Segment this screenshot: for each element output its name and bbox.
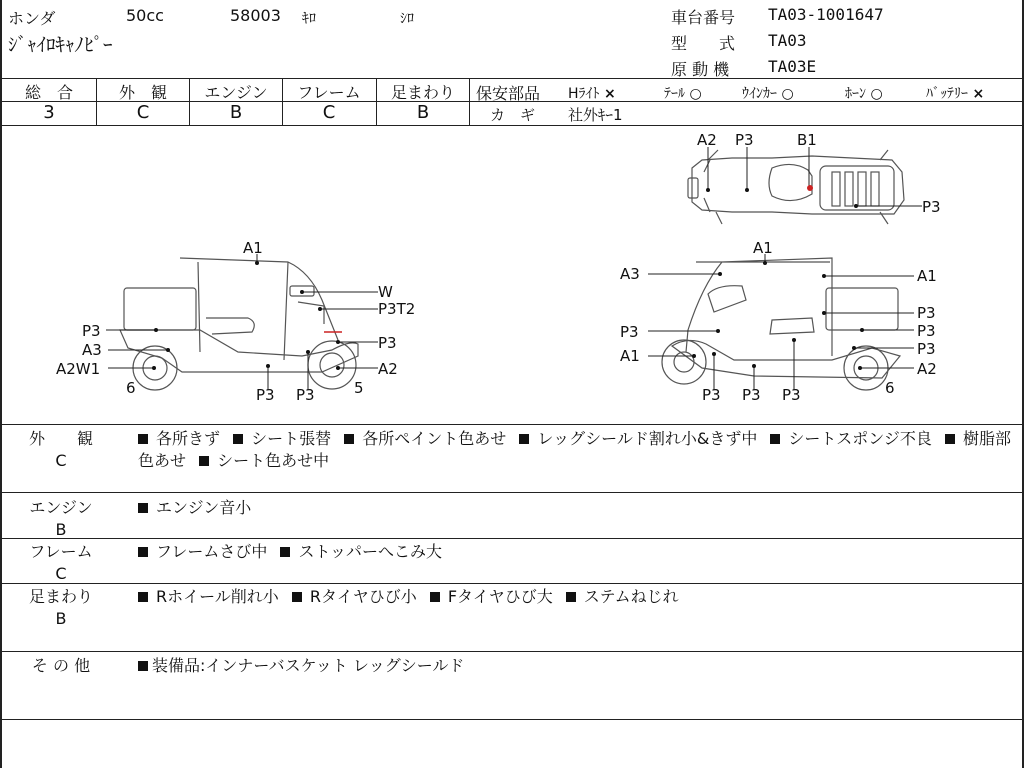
model-name: ｼﾞｬｲﾛｷｬﾉﾋﾟｰ (8, 34, 113, 56)
label-left-six: 6 (126, 379, 136, 397)
divider (2, 492, 1024, 493)
label-top-p3-right: P3 (922, 198, 941, 216)
remark-text-frame: フレームさび中 ストッパーへこみ大 (138, 541, 450, 563)
label-top-p3: P3 (735, 131, 754, 149)
label-top-a2: A2 (697, 131, 717, 149)
label-right-a3: A3 (620, 265, 640, 283)
remark-text-other: 装備品:インナーバスケット レッグシールド (138, 655, 472, 677)
label-left-five: 5 (354, 379, 364, 397)
safety-item: Hﾗｲﾄ × (568, 86, 616, 102)
remark-text-suspension: Rホイール削れ小 Rタイヤひび小 Fタイヤひび大 ステムねじれ (138, 586, 687, 608)
grade-value-engine: B (229, 102, 243, 123)
leader-lines (106, 147, 922, 390)
label-left-a2: A2 (378, 360, 398, 378)
label-right-p3-left: P3 (620, 323, 639, 341)
remark-label-exterior: 外 観 C (28, 429, 93, 470)
safety-item: ﾊﾞｯﾃﾘｰ × (926, 86, 985, 102)
engine-model-value: TA03E (768, 57, 817, 76)
label-left-p3-seat: P3 (82, 322, 101, 340)
label-right-a1-top: A1 (753, 239, 773, 257)
grade-label-exterior: 外 観 (118, 83, 167, 102)
label-left-p3-bottom2: P3 (296, 386, 315, 404)
mileage-unit: ｷﾛ (302, 11, 316, 27)
grade-label-engine: エンジン (204, 83, 268, 102)
divider (2, 538, 1024, 539)
chassis-label: 車台番号 (671, 8, 736, 27)
grade-value-overall: 3 (43, 102, 55, 123)
label-left-w: W (378, 283, 393, 301)
remark-text-exterior: 各所きず シート張替 各所ペイント色あせ レッグシールド割れ小&きず中 シートスポンジ不良 樹脂部色あせ シート色あせ中 (138, 429, 1011, 470)
label-right-p3-2: P3 (917, 322, 936, 340)
label-right-p3-b3: P3 (782, 386, 801, 404)
label-left-p3-front: P3 (378, 334, 397, 352)
safety-item: ｳｲﾝｶｰ ○ (742, 86, 794, 102)
label-left-a1: A1 (243, 239, 263, 257)
safety-item: ﾎｰﾝ ○ (845, 86, 883, 102)
grade-value-suspension: B (416, 102, 430, 123)
grade-label-overall: 総 合 (24, 83, 73, 102)
label-right-p3-b2: P3 (742, 386, 761, 404)
grade-label-suspension: 足まわり (390, 83, 455, 102)
damage-dots (152, 185, 864, 370)
remark-label-suspension: 足まわり B (28, 587, 93, 628)
top-view-vehicle (688, 150, 904, 224)
grade-value-exterior: C (136, 102, 150, 123)
remark-label-engine: エンジン B (29, 498, 93, 539)
engine-model-label: 原 動 機 (671, 60, 730, 79)
safety-item: ﾃｰﾙ ○ (664, 86, 702, 102)
label-right-p3-3: P3 (917, 340, 936, 358)
label-left-a3: A3 (82, 341, 102, 359)
left-view-vehicle (120, 258, 358, 390)
remark-text-engine: エンジン音小 (138, 497, 259, 519)
label-right-p3-b1: P3 (702, 386, 721, 404)
label-right-a2: A2 (917, 360, 937, 378)
damage-diagram (2, 126, 1022, 424)
right-view-vehicle (662, 258, 900, 390)
divider (469, 78, 470, 125)
mileage: 58003 (230, 6, 281, 25)
divider (2, 651, 1024, 652)
label-right-a1-left: A1 (620, 347, 640, 365)
safety-label: 保安部品 (476, 84, 541, 103)
chassis-value: TA03-1001647 (768, 5, 884, 24)
divider (2, 719, 1024, 720)
remark-label-other: そ の 他 (31, 656, 91, 675)
maker: ホンダ (8, 9, 56, 28)
grade-value-frame: C (322, 102, 336, 123)
label-left-a2w1: A2W1 (56, 360, 101, 378)
label-right-a1: A1 (917, 267, 937, 285)
key-value: 社外ｷｰ1 (568, 106, 623, 124)
divider (2, 583, 1024, 584)
grade-label-frame: フレーム (297, 83, 361, 102)
label-right-six: 6 (885, 379, 895, 397)
label-top-b1: B1 (797, 131, 817, 149)
label-left-p3-bottom1: P3 (256, 386, 275, 404)
key-label: カ ギ (490, 106, 536, 124)
label-right-p3-1: P3 (917, 304, 936, 322)
divider (2, 424, 1024, 425)
type-value: TA03 (768, 31, 807, 50)
type-label: 型 式 (671, 34, 736, 53)
displacement: 50cc (126, 6, 164, 25)
color: ｼﾛ (400, 11, 414, 27)
divider (2, 78, 1024, 79)
label-left-p3t2: P3T2 (378, 300, 416, 318)
remark-label-frame: フレーム C (29, 542, 93, 583)
